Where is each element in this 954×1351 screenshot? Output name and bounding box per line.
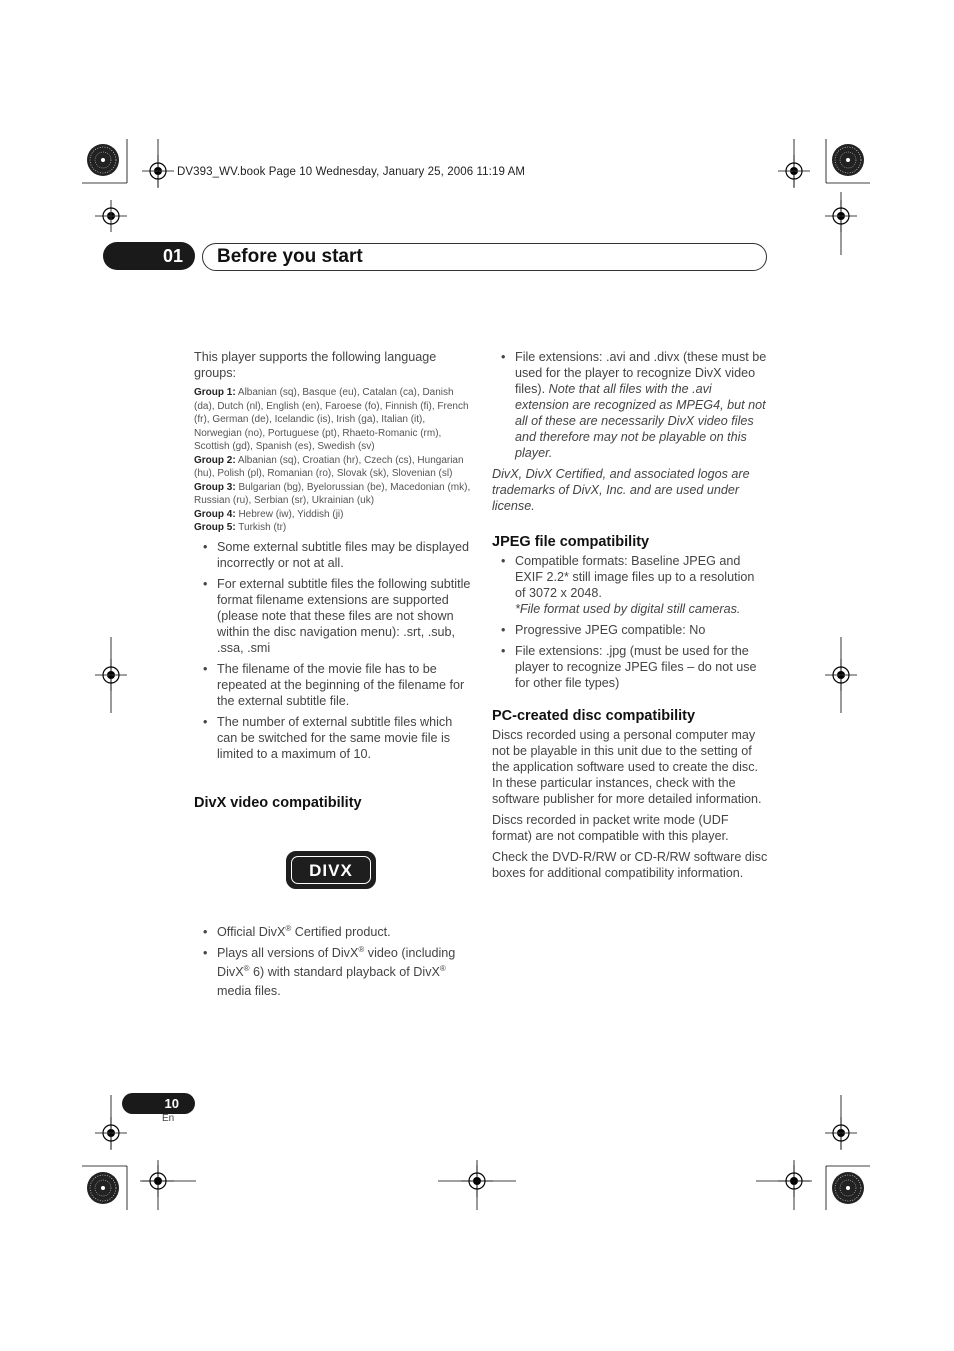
book-info-line: DV393_WV.book Page 10 Wednesday, January 25, 2006 11:19 AM — [177, 166, 526, 178]
list-item: • The filename of the movie file has to be repeated at the beginning of the filename for the external subtitle file. — [194, 661, 472, 709]
crosshair-icon — [95, 200, 127, 232]
list-item: • The number of external subtitle files which can be switched for the same movie file is limited to a maximum of 10. — [194, 714, 472, 762]
list-item: • Plays all versions of DivX® video (including DivX® 6) with standard playback of DivX® media files. — [194, 944, 472, 1001]
intro-text: This player supports the following language groups: — [194, 350, 437, 380]
language-group: Group 1: Albanian (sq), Basque (eu), Catalan (ca), Danish (da), Dutch (nl), English (en), Faroese (fo), Finnish (fi), French (fr), German (de), Icelandic (is), Irish (ga), Italian (it), Norwegian (no), Portuguese (pt), Rhaeto-Romanic (rm), Scottish (gd), Spanish (es), Swedish (sv) — [194, 387, 469, 452]
language-group: Group 4: Hebrew (iw), Yiddish (ji) — [194, 508, 344, 520]
divx-logo — [286, 851, 376, 889]
list-item: • File extensions: .avi and .divx (these must be used for the player to recognize DivX video files). Note that all files with the .avi extension are recognized as MPEG4, but not all of these are necessarily DivX video files and therefore may not be playable on this player. — [492, 349, 768, 461]
divx-extension-list — [492, 349, 768, 461]
divx-features — [194, 922, 472, 1006]
registration-burst-icon — [832, 144, 864, 176]
divx-logo-text: DIVX — [291, 856, 371, 884]
list-item: • File extensions: .jpg (must be used for the player to recognize JPEG files – do not use for other file types) — [492, 643, 768, 691]
language-groups — [194, 386, 472, 535]
registration-burst-icon — [832, 1172, 864, 1204]
paragraph: Check the DVD-R/RW or CD-R/RW software disc boxes for additional compatibility information. — [492, 850, 768, 880]
divx-section-heading: DivX video compatibility — [194, 795, 362, 811]
list-item: • Compatible formats: Baseline JPEG and EXIF 2.2* still image files up to a resolution of 3072 x 2048. *File format used by digital still cameras. — [492, 553, 768, 617]
language-group: Group 5: Turkish (tr) — [194, 522, 287, 533]
registration-burst-icon — [87, 1172, 119, 1204]
jpeg-section-heading: JPEG file compatibility — [492, 534, 650, 550]
list-item: • Some external subtitle files may be displayed incorrectly or not at all. — [194, 539, 472, 571]
language-group: Group 3: Bulgarian (bg), Byelorussian (be), Macedonian (mk), Russian (ru), Serbian (sr), Ukrainian (uk) — [194, 481, 471, 506]
divx-features-list — [194, 922, 472, 1001]
registration-burst-icon — [87, 144, 119, 176]
left-column — [194, 349, 472, 767]
chapter-title: Before you start — [202, 243, 767, 271]
trademark-note: DivX, DivX Certified, and associated logos are trademarks of DivX, Inc. and are used under license. — [492, 467, 750, 513]
chapter-number-badge: 01 — [103, 242, 195, 270]
list-item: • For external subtitle files the following subtitle format filename extensions are supported (please note that these files are not shown within the disc navigation menu): .srt, .sub, .ssa, .smi — [194, 576, 472, 656]
paragraph: Discs recorded using a personal computer may not be playable in this unit due to the setting of the application software used to create the disc. In these particular instances, check with the software publisher for more detailed information. — [492, 728, 762, 806]
pc-section-heading: PC-created disc compatibility — [492, 708, 696, 724]
subtitle-notes-list — [194, 539, 472, 762]
jpeg-list — [492, 553, 768, 691]
right-column — [492, 349, 768, 886]
paragraph: Discs recorded in packet write mode (UDF format) are not compatible with this player. — [492, 813, 729, 843]
list-item: • Official DivX® Certified product. — [194, 922, 472, 942]
language-code: En — [162, 1113, 175, 1124]
list-item: • Progressive JPEG compatible: No — [492, 622, 768, 638]
page-number-badge: 10 — [122, 1093, 195, 1114]
language-group: Group 2: Albanian (sq), Croatian (hr), Czech (cs), Hungarian (hu), Polish (pl), Romanian (ro), Slovak (sk), Slovenian (sl) — [194, 454, 464, 479]
